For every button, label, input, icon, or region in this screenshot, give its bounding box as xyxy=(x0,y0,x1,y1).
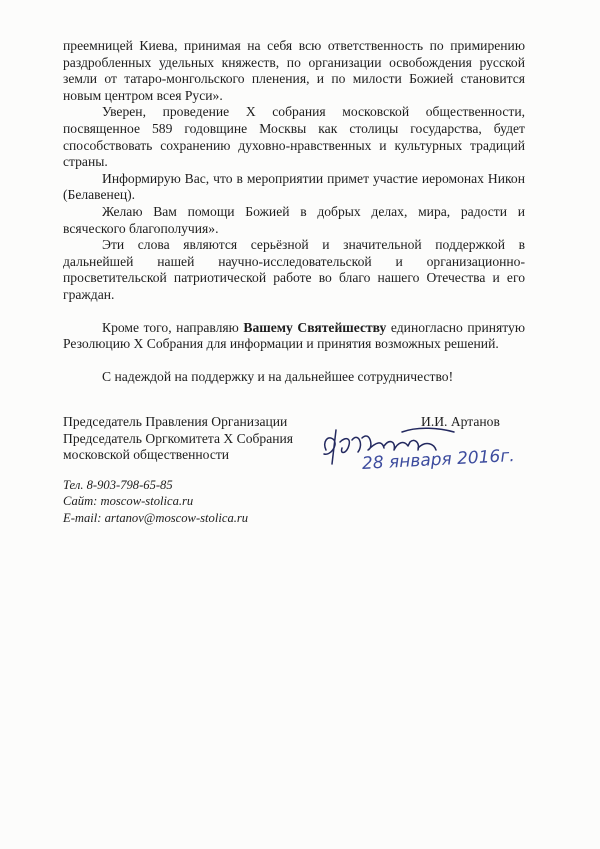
phone-number: Тел. 8-903-798-65-85 xyxy=(63,478,173,492)
paragraph-5: Эти слова являются серьёзной и значительной поддержкой в дальнейшей нашей научно-исследовательской и организационно-просветительской патриотической работе во благо нашего Отечества и его граждан. xyxy=(63,237,525,302)
signatory-title-2: Председатель Оргкомитета Х Собрания xyxy=(63,430,294,446)
addressee-emphasis: Вашему Святейшеству xyxy=(243,319,387,335)
paragraph-6 xyxy=(63,320,525,353)
email-address: E-mail: artanov@moscow-stolica.ru xyxy=(63,510,249,525)
signatory-name: И.И. Артанов xyxy=(421,414,500,429)
website: Сайт: moscow-stolica.ru xyxy=(63,494,194,509)
handwritten-date: 28 января 2016г. xyxy=(361,446,516,474)
paragraph-3: Информирую Вас, что в мероприятии примет участие иеромонах Никон (Белавенец). xyxy=(63,170,525,203)
contact-block xyxy=(63,477,248,526)
signatory-title-1: Председатель Правления Организации xyxy=(63,414,288,429)
closing-line: С надеждой на поддержку и на дальнейшее сотрудничество! xyxy=(102,368,454,384)
paragraph-6-end: единогласно принятую Резолюцию Х Собрания для информации и принятия возможных решений. xyxy=(63,319,525,352)
signatory-title-3: московской общественности xyxy=(63,447,230,462)
paragraph-4: Желаю Вам помощи Божией в добрых делах, мира, радости и всяческого благополучия». xyxy=(63,203,525,236)
paragraph-6-start: Кроме того, направляю xyxy=(102,319,244,335)
signatory-titles xyxy=(63,414,293,464)
letter-body xyxy=(63,38,525,385)
paragraph-1: преемницей Киева, принимая на себя всю ответственность по примирению раздробленных удельных княжеств, по организации освобождения русской земли от татаро-монгольского пленения, и по милости Божией становится новым центром всея Руси». xyxy=(63,38,525,103)
paragraph-2: Уверен, проведение Х собрания московской общественности, посвященное 589 годовщине Москвы как столицы государства, будет способствовать сохранению духовно-нравственных и культурных традиций страны. xyxy=(63,104,525,170)
